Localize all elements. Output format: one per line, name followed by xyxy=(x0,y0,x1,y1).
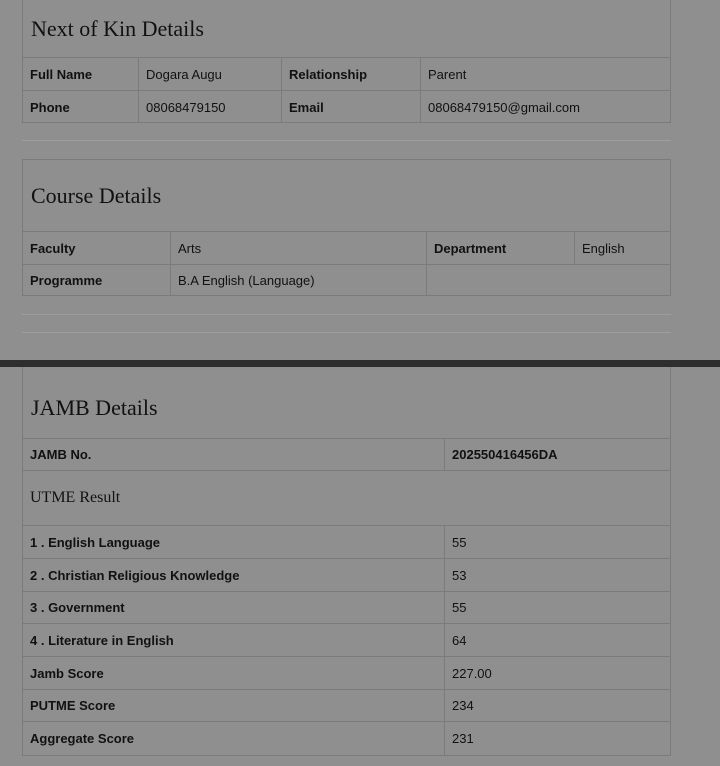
subject-label: 2 . Christian Religious Knowledge xyxy=(23,559,445,591)
aggregate-score-value: 231 xyxy=(452,731,474,746)
subject-row xyxy=(23,624,670,657)
subject-row xyxy=(23,526,670,559)
course-details-panel xyxy=(22,159,671,296)
department-value: English xyxy=(582,240,625,256)
relationship-value: Parent xyxy=(428,66,467,82)
next-of-kin-panel xyxy=(22,0,671,123)
jamb-details-panel xyxy=(22,367,671,756)
subject-label: 3 . Government xyxy=(23,592,445,623)
subject-row xyxy=(23,592,670,624)
aggregate-score-row xyxy=(23,722,670,755)
next-of-kin-title: Next of Kin Details xyxy=(23,0,670,58)
programme-value: B.A English (Language) xyxy=(171,265,427,296)
course-details-title: Course Details xyxy=(23,160,670,232)
jamb-no-value: 202550416456DA xyxy=(452,447,558,462)
email-value: 08068479150@gmail.com xyxy=(428,99,580,115)
course-row-programme xyxy=(23,265,670,296)
jamb-score-value: 227.00 xyxy=(452,665,492,681)
jamb-score-row xyxy=(23,657,670,690)
jamb-no-label: JAMB No. xyxy=(23,439,445,470)
putme-score-value: 234 xyxy=(452,698,474,713)
separator-line xyxy=(22,314,671,315)
phone-value: 08068479150 xyxy=(139,91,282,123)
email-label: Email xyxy=(282,91,421,123)
relationship-label: Relationship xyxy=(282,58,421,90)
full-name-label: Full Name xyxy=(23,58,139,90)
putme-score-label: PUTME Score xyxy=(23,690,445,721)
programme-label: Programme xyxy=(23,265,171,296)
jamb-no-row xyxy=(23,439,670,471)
separator-line xyxy=(22,332,671,333)
subject-label: 1 . English Language xyxy=(23,526,445,558)
course-row-faculty xyxy=(23,232,670,265)
phone-label: Phone xyxy=(23,91,139,123)
full-name-value: Dogara Augu xyxy=(139,58,282,90)
separator-line xyxy=(22,140,671,141)
subject-score: 55 xyxy=(452,600,467,615)
subject-score: 64 xyxy=(452,632,467,648)
subject-score: 55 xyxy=(452,534,467,550)
page-divider xyxy=(0,360,720,367)
aggregate-score-label: Aggregate Score xyxy=(23,722,445,755)
jamb-details-title: JAMB Details xyxy=(23,367,670,439)
faculty-label: Faculty xyxy=(23,232,171,264)
kin-row-contact xyxy=(23,91,670,123)
department-label: Department xyxy=(427,232,575,264)
kin-row-name xyxy=(23,58,670,91)
faculty-value: Arts xyxy=(171,232,427,264)
jamb-score-label: Jamb Score xyxy=(23,657,445,689)
subject-row xyxy=(23,559,670,592)
subject-score: 53 xyxy=(452,567,467,583)
subject-label: 4 . Literature in English xyxy=(23,624,445,656)
putme-score-row xyxy=(23,690,670,722)
utme-result-title: UTME Result xyxy=(23,471,670,526)
programme-empty-cell xyxy=(427,265,670,296)
